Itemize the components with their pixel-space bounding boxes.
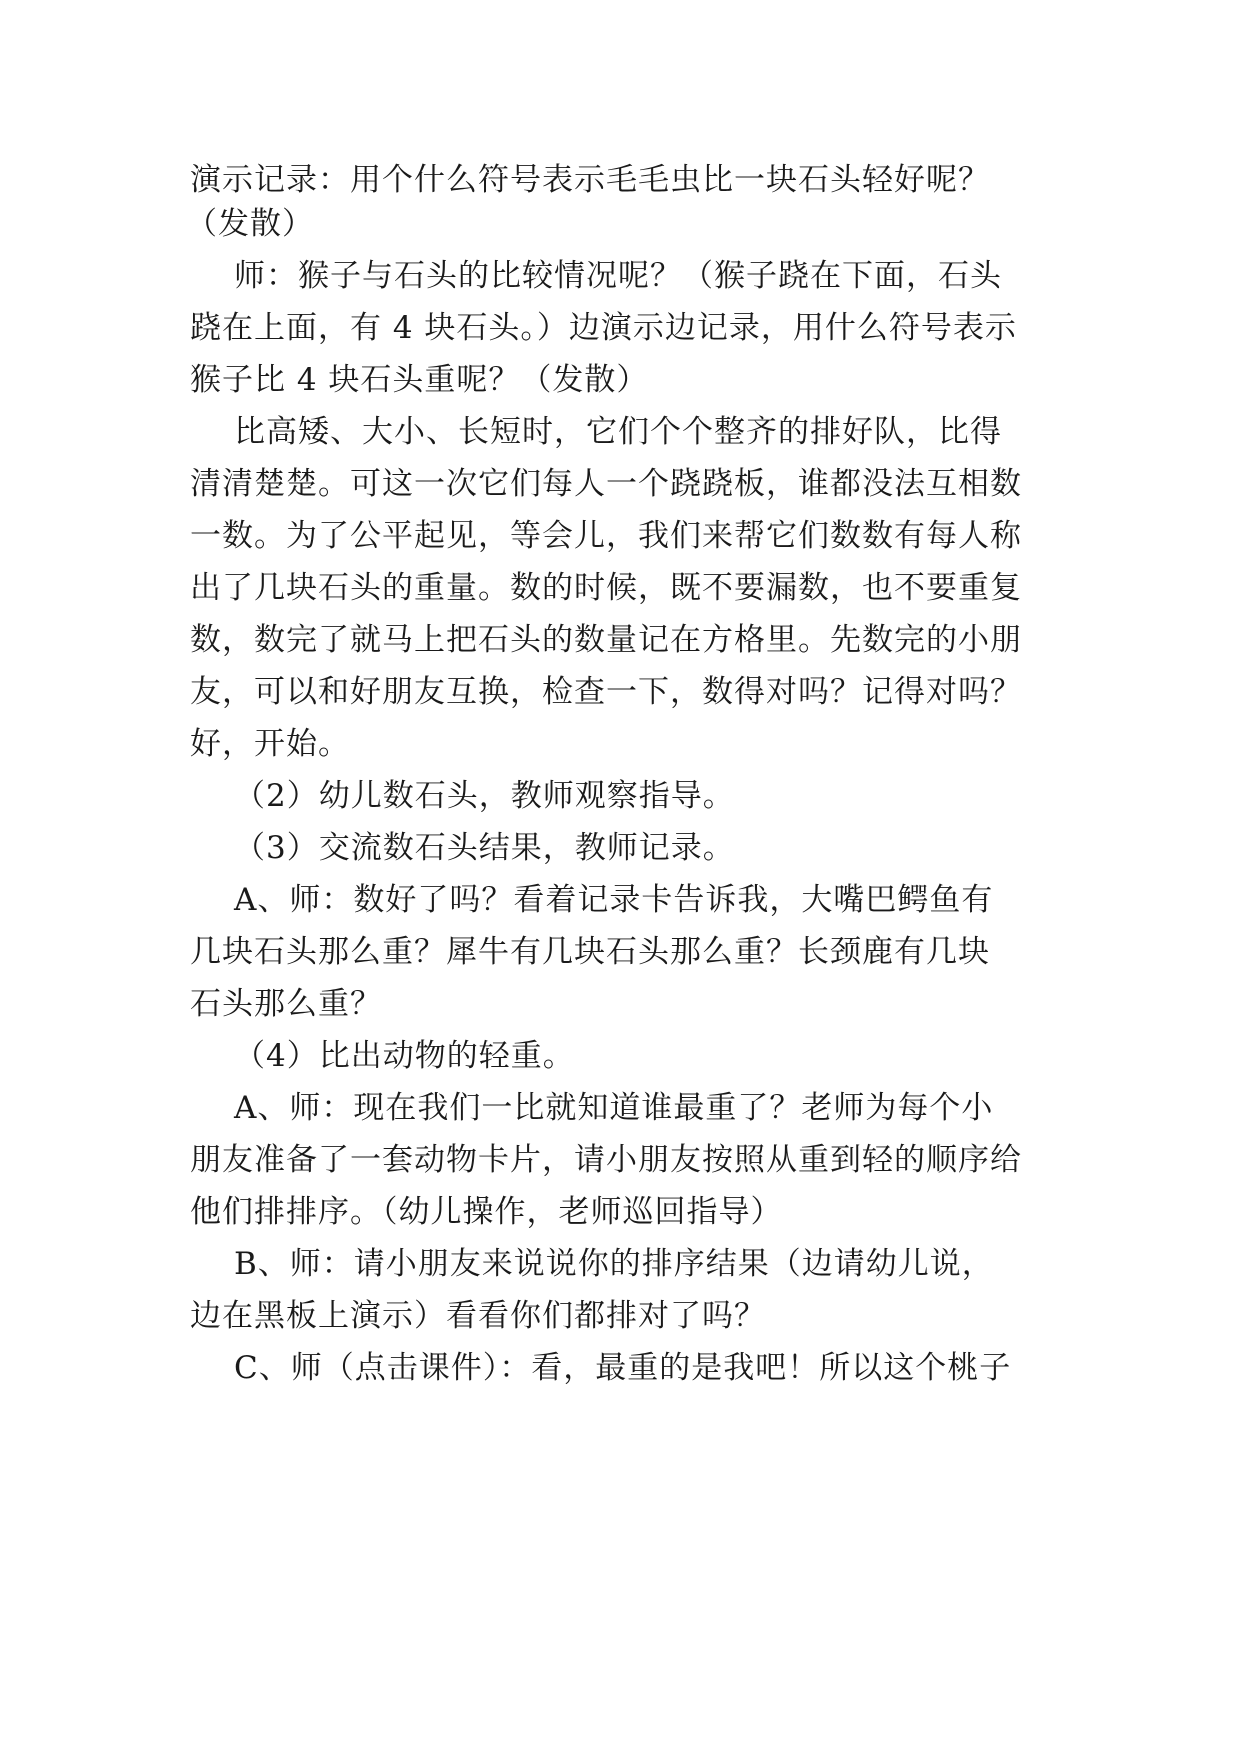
text-line: 猴子比 4 块石头重呢？（发散） <box>190 362 649 398</box>
text-line: 友，可以和好朋友互换，检查一下，数得对吗？记得对吗？ <box>190 674 1022 710</box>
text-line: 出了几块石头的重量。数的时候，既不要漏数，也不要重复 <box>190 570 1022 606</box>
text-line: （发散） <box>186 206 314 242</box>
text-line: B、师：请小朋友来说说你的排序结果（边请幼儿说， <box>234 1246 994 1282</box>
text-line: 清清楚楚。可这一次它们每人一个跷跷板，谁都没法互相数 <box>190 466 1022 502</box>
text-line: 比高矮、大小、长短时，它们个个整齐的排好队，比得 <box>234 414 1002 450</box>
text-line: 几块石头那么重？犀牛有几块石头那么重？长颈鹿有几块 <box>190 934 990 970</box>
text-line: 跷在上面，有 4 块石头。）边演示边记录，用什么符号表示 <box>190 310 1017 346</box>
text-line: 边在黑板上演示）看看你们都排对了吗？ <box>190 1298 766 1334</box>
text-line: C、师（点击课件）：看，最重的是我吧！所以这个桃子 <box>234 1350 1012 1386</box>
text-line: A、师：数好了吗？看着记录卡告诉我，大嘴巴鳄鱼有 <box>234 882 994 918</box>
text-line: 演示记录：用个什么符号表示毛毛虫比一块石头轻好呢？ <box>190 162 990 198</box>
text-line: （2）幼儿数石头，教师观察指导。 <box>234 778 735 814</box>
text-line: （4）比出动物的轻重。 <box>234 1038 575 1074</box>
text-line: 好，开始。 <box>190 726 350 762</box>
text-line: A、师：现在我们一比就知道谁最重了？老师为每个小 <box>234 1090 994 1126</box>
text-line: 一数。为了公平起见，等会儿，我们来帮它们数数有每人称 <box>190 518 1022 554</box>
text-line: 数，数完了就马上把石头的数量记在方格里。先数完的小朋 <box>190 622 1022 658</box>
text-line: 石头那么重？ <box>190 986 382 1022</box>
text-line: （3）交流数石头结果，教师记录。 <box>234 830 735 866</box>
text-line: 师：猴子与石头的比较情况呢？（猴子跷在下面，石头 <box>234 258 1002 294</box>
text-line: 朋友准备了一套动物卡片，请小朋友按照从重到轻的顺序给 <box>190 1142 1022 1178</box>
text-line: 他们排排序。（幼儿操作，老师巡回指导） <box>190 1194 783 1230</box>
